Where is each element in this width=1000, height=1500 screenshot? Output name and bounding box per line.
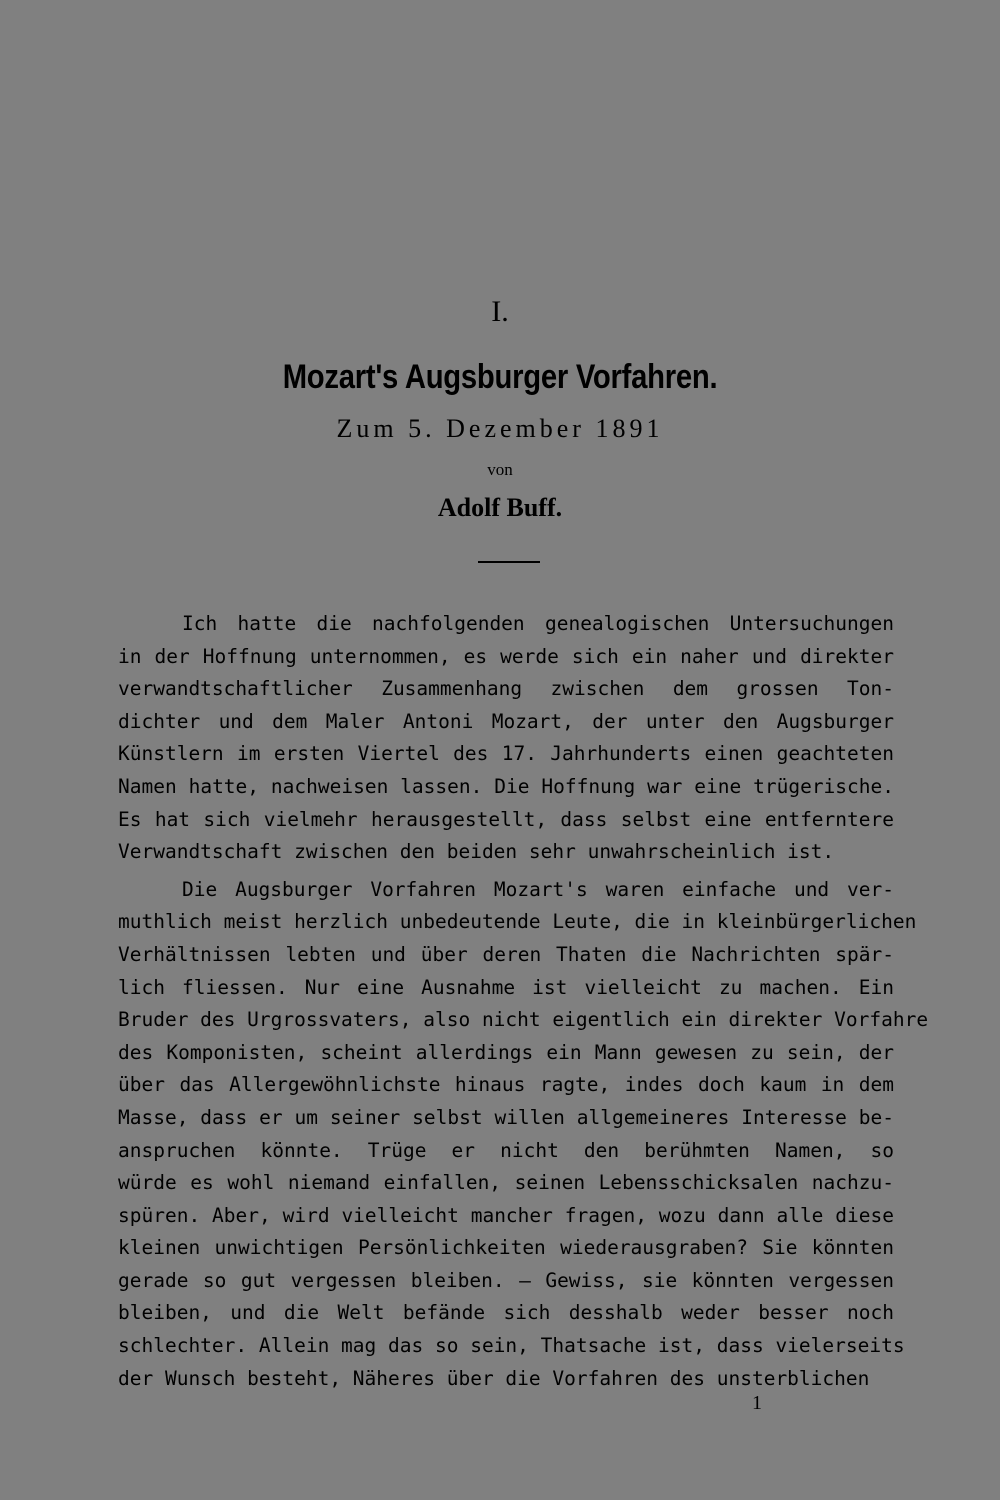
text-line: Verhältnissen lebten und über deren Thaten die Nachrichten spär-: [118, 942, 894, 966]
text-line: dichter und dem Maler Antoni Mozart, der unter den Augsburger: [118, 709, 894, 733]
text-line: des Komponisten, scheint allerdings ein Mann gewesen zu sein, der: [118, 1040, 894, 1064]
text-line: anspruchen könnte. Trüge er nicht den berühmten Namen, so: [118, 1138, 894, 1162]
text-line: kleinen unwichtigen Persönlichkeiten wiederausgraben? Sie könnten: [118, 1236, 894, 1260]
text-line: muthlich meist herzlich unbedeutende Leute, die in kleinbürgerlichen: [118, 910, 917, 934]
text-line: Es hat sich vielmehr herausgestellt, dass selbst eine entferntere: [118, 807, 894, 831]
text-line: in der Hoffnung unternommen, es werde sich ein naher und direkter: [118, 644, 894, 668]
text-line: spüren. Aber, wird vielleicht mancher fragen, wozu dann alle diese: [118, 1203, 894, 1227]
article-title: Mozart's Augsburger Vorfahren.: [282, 358, 718, 396]
author-name: Adolf Buff.: [437, 493, 563, 522]
text-line: Verwandtschaft zwischen den beiden sehr unwahrscheinlich ist.: [118, 840, 835, 864]
text-line: verwandtschaftlicher Zusammenhang zwischen dem grossen Ton-: [118, 677, 894, 701]
text-line: gerade so gut vergessen bleiben. — Gewiss, sie könnten vergessen: [118, 1268, 894, 1292]
page-number: 1: [752, 1392, 762, 1414]
text-line: über das Allergewöhnlichste hinaus ragte, indes doch kaum in dem: [118, 1073, 894, 1097]
text-line: schlechter. Allein mag das so sein, Thatsache ist, dass vielerseits: [118, 1334, 905, 1358]
paragraph: [118, 608, 894, 869]
body-text: [118, 608, 929, 1395]
text-line: Künstlern im ersten Viertel des 17. Jahrhunderts einen geachteten: [118, 742, 894, 766]
text-line: lich fliessen. Nur eine Ausnahme ist vielleicht zu machen. Ein: [118, 975, 894, 999]
text-line: Die Augsburger Vorfahren Mozart's waren einfache und ver-: [182, 877, 894, 901]
text-line: Bruder des Urgrossvaters, also nicht eigentlich ein direkter Vorfahre: [118, 1008, 929, 1032]
text-line: bleiben, und die Welt befände sich desshalb weder besser noch: [118, 1301, 894, 1325]
paragraph: [118, 874, 929, 1396]
text-line: würde es wohl niemand einfallen, seinen Lebensschicksalen nachzu-: [118, 1171, 894, 1195]
title-divider: [478, 561, 540, 563]
text-line: der Wunsch besteht, Näheres über die Vorfahren des unsterblichen: [118, 1366, 870, 1390]
text-line: Masse, dass er um seiner selbst willen allgemeineres Interesse be-: [118, 1105, 894, 1129]
article-subtitle: Zum 5. Dezember 1891: [336, 414, 664, 443]
text-line: Ich hatte die nachfolgenden genealogischen Untersuchungen: [182, 612, 894, 635]
byline-prefix: von: [487, 460, 513, 479]
text-line: Namen hatte, nachweisen lassen. Die Hoffnung war eine trügerische.: [118, 774, 894, 798]
chapter-number: I.: [491, 295, 509, 328]
